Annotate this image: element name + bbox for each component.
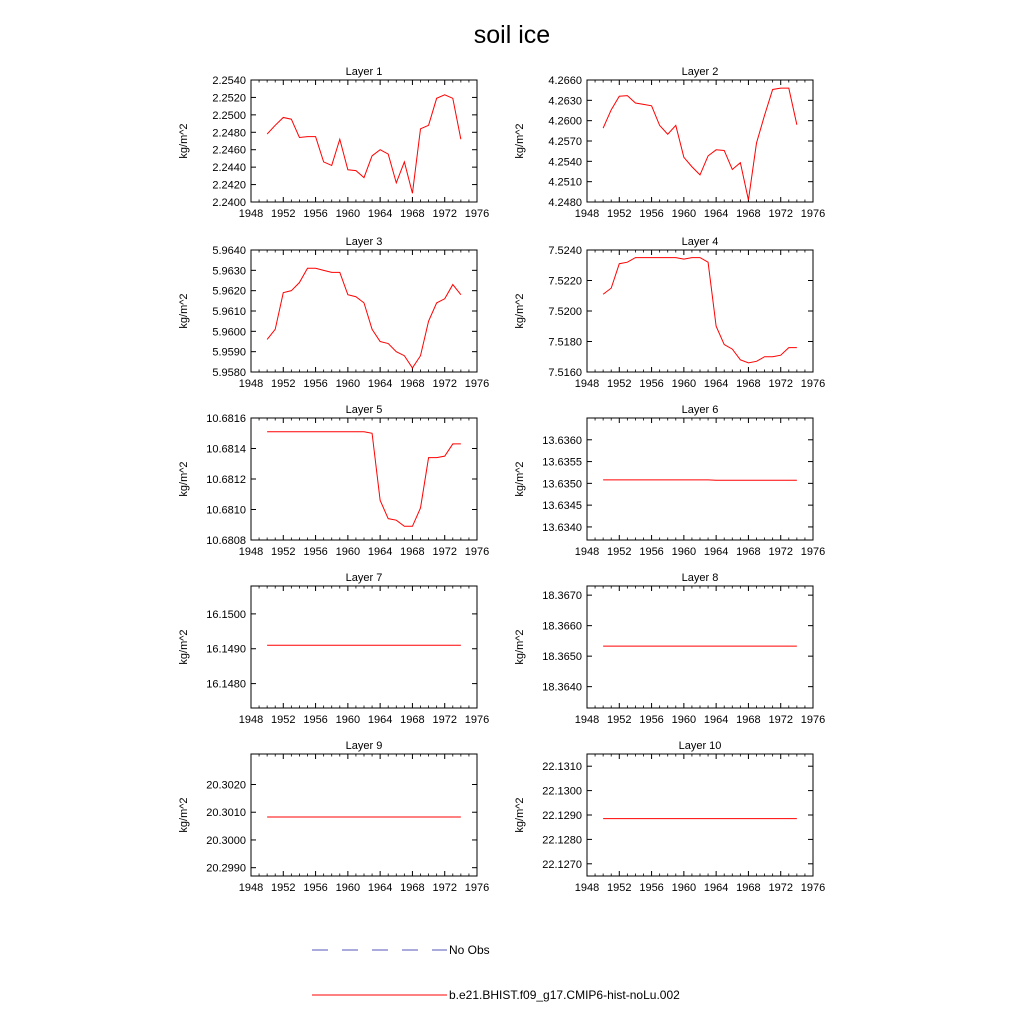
- x-tick-label: 1964: [367, 208, 393, 220]
- x-tick-label: 1968: [736, 546, 761, 558]
- y-tick-label: 22.1300: [542, 785, 582, 798]
- legend-label-no-obs: No Obs: [449, 943, 490, 957]
- x-tick-label: 1960: [671, 378, 697, 390]
- x-tick-label: 1960: [335, 378, 361, 390]
- x-tick-label: 1948: [574, 546, 600, 558]
- x-tick-label: 1972: [768, 714, 793, 726]
- x-tick-label: 1972: [432, 882, 457, 894]
- x-tick-label: 1960: [671, 208, 697, 220]
- panel-title: Layer 7: [345, 572, 383, 584]
- x-tick-label: 1972: [432, 208, 457, 220]
- x-tick-label: 1956: [303, 882, 328, 894]
- x-tick-label: 1960: [671, 714, 697, 726]
- y-axis-label: kg/m^2: [514, 123, 526, 159]
- x-tick-label: 1948: [238, 714, 264, 726]
- y-tick-label: 2.2400: [212, 197, 246, 209]
- x-tick-label: 1972: [768, 882, 793, 894]
- x-tick-label: 1948: [238, 546, 264, 558]
- y-tick-label: 2.2440: [212, 162, 246, 175]
- x-tick-label: 1968: [400, 546, 425, 558]
- y-tick-label: 2.2460: [212, 144, 246, 157]
- x-tick-label: 1968: [400, 208, 425, 220]
- y-tick-label: 22.1270: [542, 858, 582, 871]
- x-tick-label: 1964: [367, 546, 393, 558]
- x-tick-label: 1976: [464, 714, 490, 726]
- x-tick-label: 1952: [271, 208, 296, 220]
- y-tick-label: 5.9600: [212, 326, 246, 339]
- x-tick-label: 1948: [574, 882, 600, 894]
- x-tick-label: 1960: [335, 208, 361, 220]
- x-tick-label: 1956: [639, 208, 664, 220]
- x-tick-label: 1952: [607, 546, 632, 558]
- y-tick-label: 5.9590: [212, 346, 246, 359]
- y-tick-label: 10.6814: [206, 443, 246, 456]
- x-tick-label: 1964: [703, 546, 729, 558]
- x-tick-label: 1952: [271, 378, 296, 390]
- x-tick-label: 1952: [607, 208, 632, 220]
- x-tick-label: 1968: [736, 208, 761, 220]
- panel-title: Layer 2: [681, 66, 719, 78]
- x-tick-label: 1960: [335, 546, 361, 558]
- x-tick-label: 1960: [671, 882, 697, 894]
- x-tick-label: 1964: [367, 378, 393, 390]
- y-axis-label: kg/m^2: [514, 797, 526, 833]
- y-tick-label: 7.5200: [548, 306, 582, 318]
- x-tick-label: 1968: [736, 714, 761, 726]
- y-tick-label: 16.1480: [206, 678, 246, 691]
- x-tick-label: 1976: [800, 208, 826, 220]
- x-tick-label: 1972: [768, 208, 793, 220]
- x-tick-label: 1952: [607, 882, 632, 894]
- panel-title: Layer 3: [345, 236, 383, 248]
- y-axis-label: kg/m^2: [178, 293, 190, 329]
- y-tick-label: 4.2660: [548, 75, 582, 87]
- y-tick-label: 10.6812: [206, 474, 246, 486]
- x-tick-label: 1956: [639, 714, 664, 726]
- y-tick-label: 2.2520: [212, 92, 246, 105]
- x-tick-label: 1956: [639, 546, 664, 558]
- y-tick-label: 10.6810: [206, 504, 246, 517]
- x-tick-label: 1960: [335, 882, 361, 894]
- x-tick-label: 1956: [303, 208, 328, 220]
- y-tick-label: 13.6345: [542, 500, 582, 513]
- y-axis-label: kg/m^2: [178, 461, 190, 497]
- x-tick-label: 1960: [671, 546, 697, 558]
- y-tick-label: 2.2420: [212, 179, 246, 192]
- figure-title: soil ice: [473, 21, 551, 49]
- panel-title: Layer 1: [345, 66, 383, 78]
- y-tick-label: 20.3010: [206, 807, 246, 820]
- y-axis-label: kg/m^2: [514, 293, 526, 329]
- x-tick-label: 1968: [400, 378, 425, 390]
- x-tick-label: 1972: [768, 378, 793, 390]
- y-tick-label: 10.6816: [206, 413, 246, 425]
- x-tick-label: 1956: [303, 378, 328, 390]
- x-tick-label: 1948: [238, 882, 264, 894]
- x-tick-label: 1976: [464, 546, 490, 558]
- y-tick-label: 5.9640: [212, 245, 246, 257]
- y-tick-label: 4.2540: [548, 156, 582, 169]
- x-tick-label: 1976: [464, 208, 490, 220]
- x-tick-label: 1968: [400, 882, 425, 894]
- y-axis-label: kg/m^2: [514, 461, 526, 497]
- x-tick-label: 1968: [400, 714, 425, 726]
- y-tick-label: 10.6808: [206, 535, 246, 547]
- y-tick-label: 7.5160: [548, 367, 582, 379]
- y-tick-label: 13.6360: [542, 434, 582, 447]
- y-tick-label: 18.3650: [542, 651, 582, 664]
- x-tick-label: 1952: [607, 714, 632, 726]
- x-tick-label: 1952: [271, 882, 296, 894]
- x-tick-label: 1952: [271, 546, 296, 558]
- panel-title: Layer 9: [345, 740, 383, 752]
- y-tick-label: 2.2540: [212, 75, 246, 87]
- y-tick-label: 16.1500: [206, 608, 246, 621]
- y-tick-label: 5.9580: [212, 367, 246, 379]
- x-tick-label: 1976: [800, 378, 826, 390]
- x-tick-label: 1952: [271, 714, 296, 726]
- y-tick-label: 2.2480: [212, 127, 246, 140]
- x-tick-label: 1964: [367, 882, 393, 894]
- y-tick-label: 7.5240: [548, 245, 582, 257]
- y-tick-label: 2.2500: [212, 109, 246, 122]
- y-tick-label: 16.1490: [206, 643, 246, 656]
- y-tick-label: 20.3020: [206, 779, 246, 792]
- y-axis-label: kg/m^2: [178, 123, 190, 159]
- panel-title: Layer 8: [681, 572, 719, 584]
- x-tick-label: 1972: [432, 714, 457, 726]
- y-axis-label: kg/m^2: [178, 797, 190, 833]
- y-tick-label: 20.2990: [206, 862, 246, 875]
- x-tick-label: 1964: [703, 208, 729, 220]
- y-tick-label: 5.9630: [212, 265, 246, 278]
- x-tick-label: 1964: [703, 714, 729, 726]
- x-tick-label: 1976: [800, 714, 826, 726]
- x-tick-label: 1956: [639, 378, 664, 390]
- x-tick-label: 1956: [303, 714, 328, 726]
- x-tick-label: 1976: [800, 882, 826, 894]
- y-tick-label: 5.9610: [212, 306, 246, 318]
- y-tick-label: 4.2480: [548, 197, 582, 209]
- x-tick-label: 1948: [238, 208, 264, 220]
- x-tick-label: 1964: [367, 714, 393, 726]
- x-tick-label: 1964: [703, 882, 729, 894]
- x-tick-label: 1968: [736, 378, 761, 390]
- x-tick-label: 1976: [464, 882, 490, 894]
- x-tick-label: 1972: [768, 546, 793, 558]
- y-tick-label: 4.2510: [548, 176, 582, 189]
- panel-title: Layer 4: [681, 236, 719, 248]
- x-tick-label: 1948: [238, 378, 264, 390]
- y-tick-label: 13.6340: [542, 521, 582, 534]
- x-tick-label: 1956: [303, 546, 328, 558]
- x-tick-label: 1964: [703, 378, 729, 390]
- y-tick-label: 4.2630: [548, 95, 582, 108]
- y-axis-label: kg/m^2: [178, 629, 190, 665]
- x-tick-label: 1948: [574, 714, 600, 726]
- panel-title: Layer 5: [345, 404, 383, 416]
- x-tick-label: 1976: [464, 378, 490, 390]
- y-tick-label: 18.3670: [542, 590, 582, 603]
- x-tick-label: 1976: [800, 546, 826, 558]
- panel-title: Layer 6: [681, 404, 719, 416]
- y-tick-label: 4.2600: [548, 115, 582, 128]
- y-tick-label: 13.6355: [542, 456, 582, 469]
- y-tick-label: 7.5220: [548, 275, 582, 288]
- y-tick-label: 22.1290: [542, 810, 582, 822]
- y-tick-label: 4.2570: [548, 136, 582, 148]
- y-tick-label: 13.6350: [542, 478, 582, 491]
- x-tick-label: 1960: [335, 714, 361, 726]
- y-tick-label: 18.3660: [542, 620, 582, 633]
- panel-title: Layer 10: [678, 740, 722, 752]
- x-tick-label: 1968: [736, 882, 761, 894]
- x-tick-label: 1956: [639, 882, 664, 894]
- x-tick-label: 1948: [574, 208, 600, 220]
- legend-label-model: b.e21.BHIST.f09_g17.CMIP6-hist-noLu.002: [449, 988, 680, 1002]
- x-tick-label: 1952: [607, 378, 632, 390]
- x-tick-label: 1972: [432, 378, 457, 390]
- y-tick-label: 22.1310: [542, 761, 582, 774]
- x-tick-label: 1948: [574, 378, 600, 390]
- y-tick-label: 5.9620: [212, 285, 246, 298]
- y-tick-label: 22.1280: [542, 834, 582, 847]
- y-tick-label: 20.3000: [206, 834, 246, 847]
- y-tick-label: 18.3640: [542, 681, 582, 694]
- y-tick-label: 7.5180: [548, 336, 582, 349]
- x-tick-label: 1972: [432, 546, 457, 558]
- y-axis-label: kg/m^2: [514, 629, 526, 665]
